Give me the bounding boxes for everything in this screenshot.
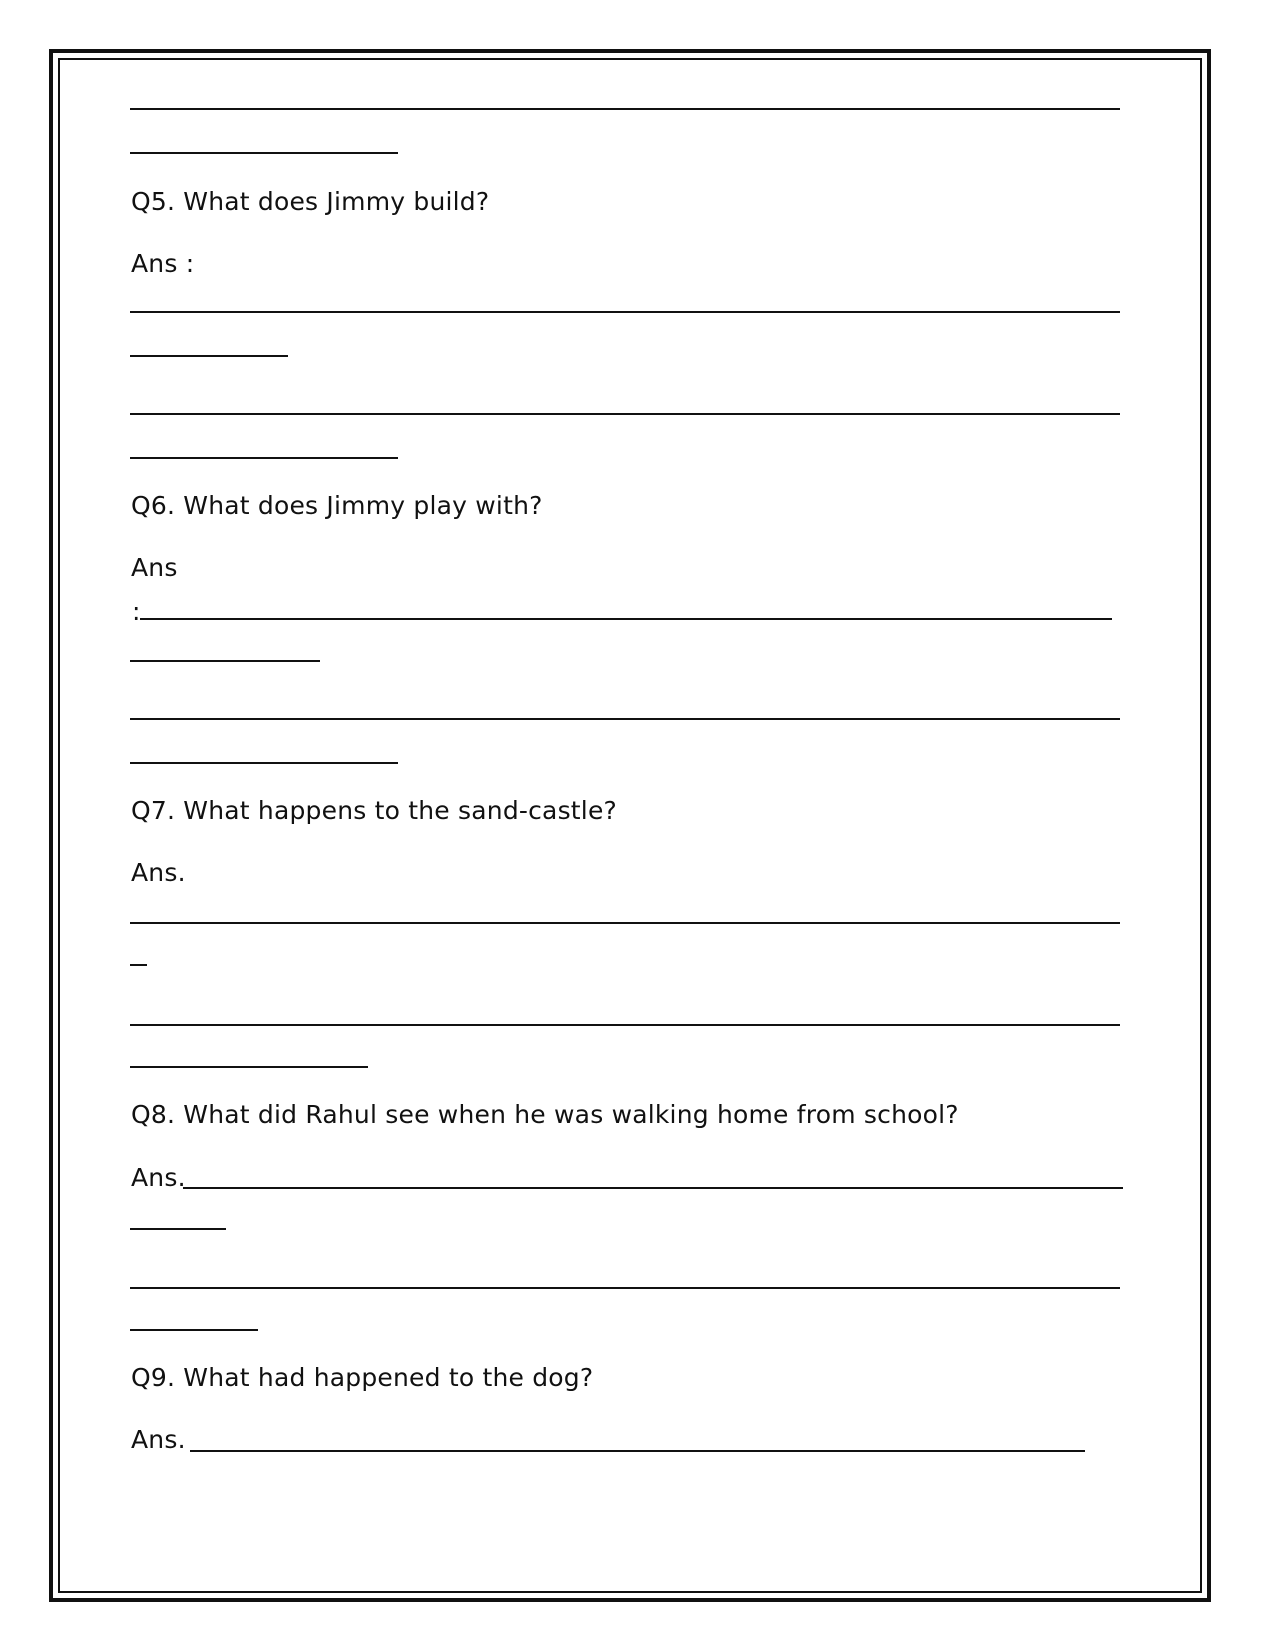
answer-line[interactable] [130,1024,1120,1026]
answer-line-short[interactable] [130,457,398,459]
answer-line[interactable] [183,1187,1123,1189]
answer-line[interactable] [130,311,1120,313]
answer-line-short[interactable] [130,152,398,154]
answer-line[interactable] [140,618,1112,620]
answer-line-short[interactable] [130,1066,368,1068]
answer-line-short[interactable] [130,660,320,662]
answer-label-7: Ans. [131,858,186,887]
answer-label-5: Ans : [131,249,195,278]
question-5: Q5. What does Jimmy build? [131,187,490,216]
answer-line-short[interactable] [130,762,398,764]
answer-label-9: Ans. [131,1425,186,1454]
answer-line[interactable] [130,413,1120,415]
question-6: Q6. What does Jimmy play with? [131,491,543,520]
answer-label-6: Ans [131,553,178,582]
answer-label-8: Ans. [131,1163,186,1192]
question-9: Q9. What had happened to the dog? [131,1363,594,1392]
answer-line[interactable] [130,718,1120,720]
answer-line-short[interactable] [130,964,147,966]
answer-line[interactable] [190,1450,1085,1452]
question-7: Q7. What happens to the sand-castle? [131,796,617,825]
answer-label-6-colon: : [132,597,141,626]
answer-line[interactable] [130,108,1120,110]
answer-line-short[interactable] [130,355,288,357]
answer-line[interactable] [130,1287,1120,1289]
answer-line-short[interactable] [130,1329,258,1331]
answer-line-short[interactable] [130,1228,226,1230]
question-8: Q8. What did Rahul see when he was walking home from school? [131,1100,959,1129]
answer-line[interactable] [130,922,1120,924]
